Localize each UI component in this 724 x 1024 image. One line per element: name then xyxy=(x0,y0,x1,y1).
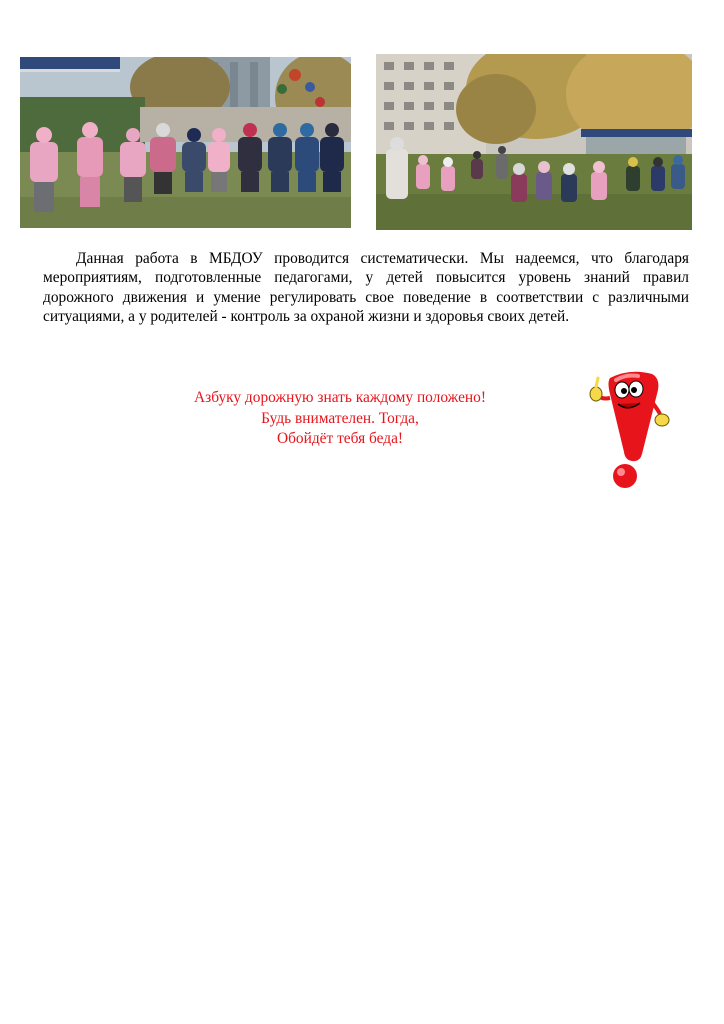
body-paragraph: Данная работа в МБДОУ проводится систематически. Мы надеемся, что благодаря мероприятиям, подготовленные педагогами, у детей повысится уровень знаний правил дорожного движения и умение регулировать свое поведение в соответствии с различными ситуациями, а у родителей - контроль за охраной жизни и здоровья своих детей. xyxy=(43,250,689,326)
children-line-playground-photo xyxy=(20,57,351,228)
exclamation-mark-mascot-icon xyxy=(586,368,676,493)
poem-line-2: Будь внимателен. Тогда, xyxy=(261,409,419,427)
children-on-lawn-photo xyxy=(376,54,692,230)
poem-block xyxy=(140,388,540,450)
poem-line-1: Азбуку дорожную знать каждому положено! xyxy=(194,389,486,406)
poem-line-3: Обойдёт тебя беда! xyxy=(276,430,404,447)
